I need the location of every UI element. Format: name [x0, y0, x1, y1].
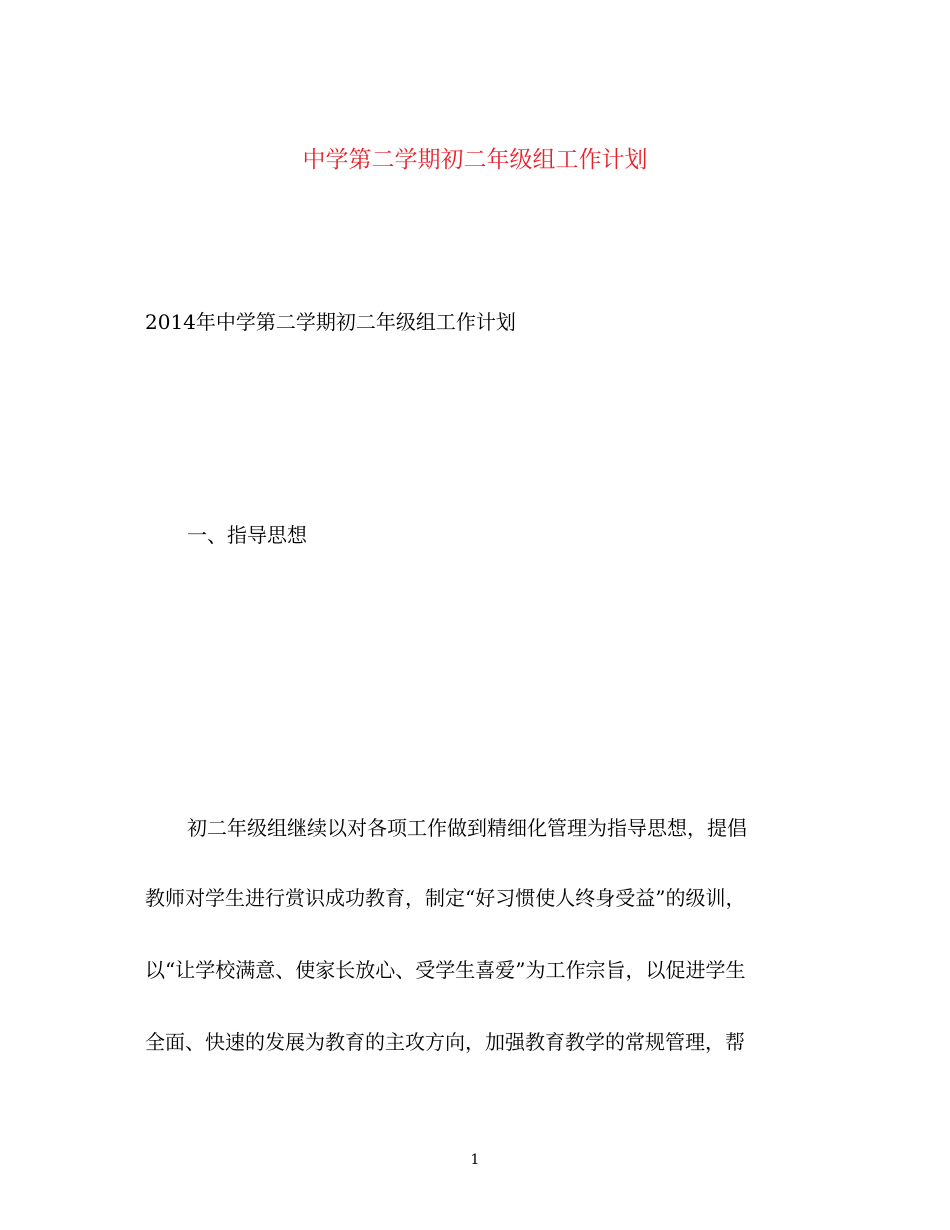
document-title: 中学第二学期初二年级组工作计划: [302, 147, 648, 173]
section-heading: 一、指导思想: [187, 523, 307, 547]
paragraph-line-3: 以“让学校满意、使家长放心、受学生喜爱”为工作宗旨，以促进学生: [145, 958, 746, 982]
document-subtitle: 2014年中学第二学期初二年级组工作计划: [145, 310, 516, 334]
paragraph-line-1: 初二年级组继续以对各项工作做到精细化管理为指导思想，提倡: [187, 816, 747, 840]
paragraph-line-4: 全面、快速的发展为教育的主攻方向，加强教育教学的常规管理，帮: [145, 1030, 745, 1054]
page-number: 1: [470, 1152, 480, 1168]
paragraph-line-2: 教师对学生进行赏识成功教育，制定“好习惯使人终身受益”的级训，: [145, 886, 746, 910]
